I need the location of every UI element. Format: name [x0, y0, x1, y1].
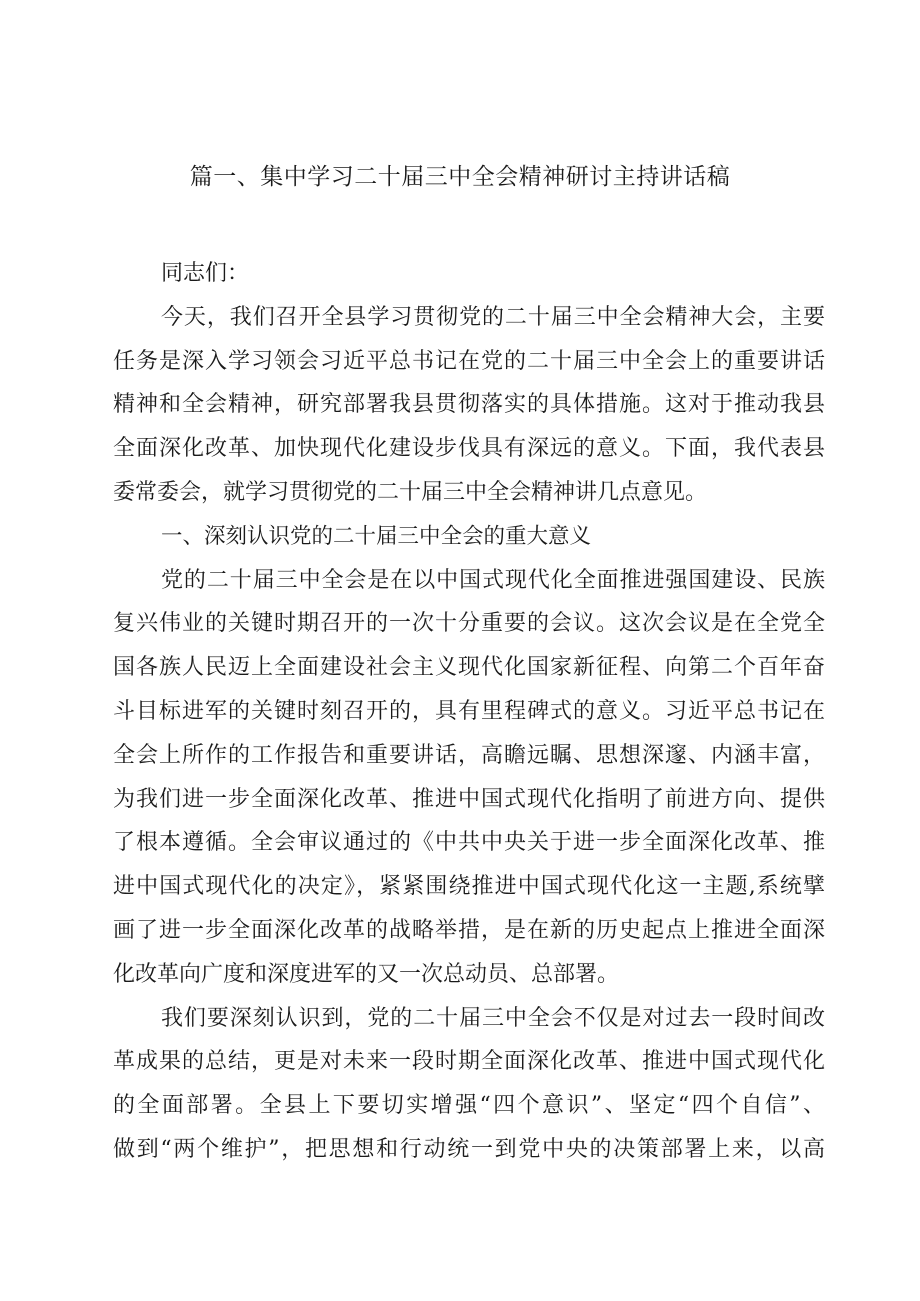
paragraph-line: 我们要深刻认识到，党的二十届三中全会不仅是对过去一段时间改 [161, 1005, 825, 1031]
paragraph-line: 进中国式现代化的决定》，紧紧围绕推进中国式现代化这一主题,系统擘 [113, 874, 825, 900]
paragraph-line: 今天，我们召开全县学习贯彻党的二十届三中全会精神大会，主要 [161, 304, 825, 330]
paragraph-line: 党的二十届三中全会是在以中国式现代化全面推进强国建设、民族 [161, 567, 825, 593]
paragraph-line: 委常委会，就学习贯彻党的二十届三中全会精神讲几点意见。 [113, 479, 708, 505]
paragraph-line: 为我们进一步全面深化改革、推进中国式现代化指明了前进方向、提供 [113, 786, 825, 812]
document-body [113, 252, 825, 1172]
paragraph-line: 画了进一步全面深化改革的战略举措，是在新的历史起点上推进全面深 [113, 917, 825, 943]
paragraph-line: 革成果的总结，更是对未来一段时期全面深化改革、推进中国式现代化 [113, 1049, 825, 1075]
intro-paragraph [113, 296, 825, 515]
paragraph-line: 化改革向广度和深度进军的又一次总动员、总部署。 [113, 961, 620, 987]
section1-paragraph-1 [113, 559, 825, 997]
section-heading: 一、深刻认识党的二十届三中全会的重大意义 [161, 523, 592, 549]
paragraph-line: 全会上所作的工作报告和重要讲话，高瞻远瞩、思想深邃、内涵丰富， [113, 742, 825, 768]
paragraph-line: 斗目标进军的关键时刻召开的，具有里程碑式的意义。习近平总书记在 [113, 698, 825, 724]
paragraph-line: 的全面部署。全县上下要切实增强“四个意识”、坚定“四个自信”、 [113, 1093, 825, 1119]
paragraph-line: 了根本遵循。全会审议通过的《中共中央关于进一步全面深化改革、推 [113, 830, 825, 856]
paragraph-line: 复兴伟业的关键时期召开的一次十分重要的会议。这次会议是在全党全 [113, 611, 825, 637]
section1-paragraph-2 [113, 997, 825, 1172]
paragraph-line: 精神和全会精神，研究部署我县贯彻落实的具体措施。这对于推动我县 [113, 392, 825, 418]
paragraph-line: 做到“两个维护”，把思想和行动统一到党中央的决策部署上来，以高 [113, 1136, 825, 1162]
salutation: 同志们： [161, 261, 250, 286]
paragraph-line: 国各族人民迈上全面建设社会主义现代化国家新征程、向第二个百年奋 [113, 655, 825, 681]
document-title: 篇一、集中学习二十届三中全会精神研讨主持讲话稿 [189, 164, 731, 190]
paragraph-line: 任务是深入学习领会习近平总书记在党的二十届三中全会上的重要讲话 [113, 348, 825, 374]
paragraph-line: 全面深化改革、加快现代化建设步伐具有深远的意义。下面，我代表县 [113, 436, 825, 462]
